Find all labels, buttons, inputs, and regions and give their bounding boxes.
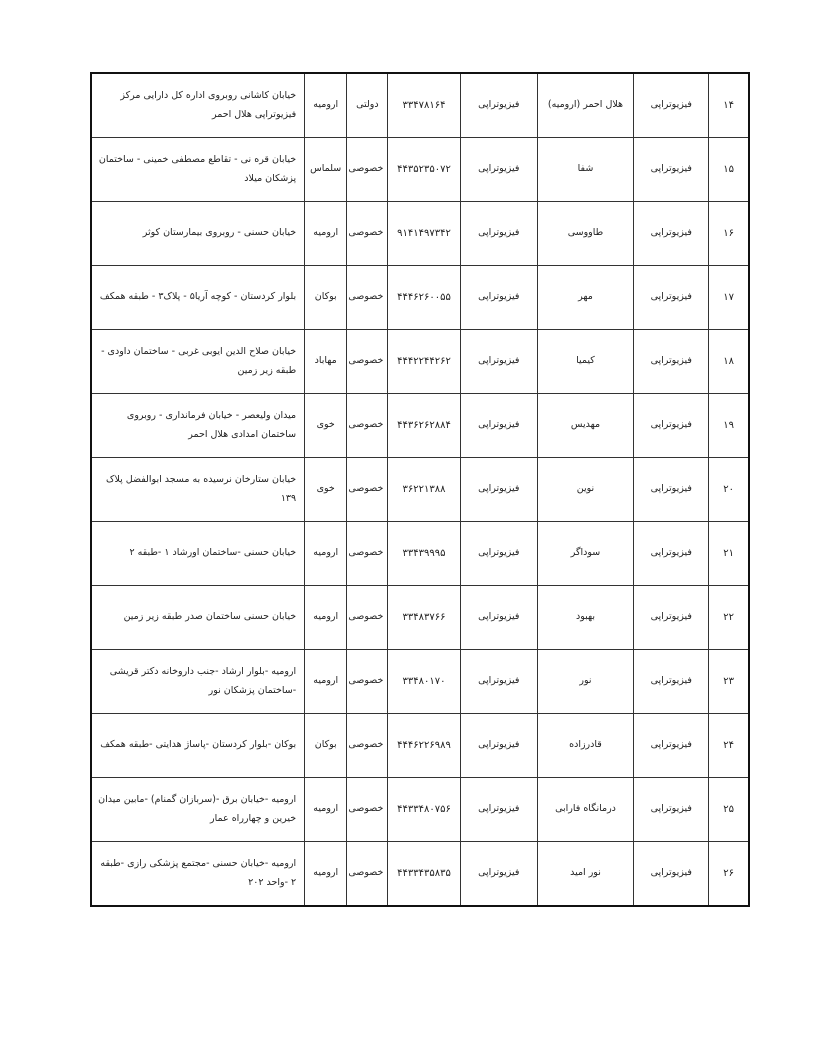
cell-city: سلماس	[305, 138, 347, 202]
cell-center-name: نوین	[537, 458, 633, 522]
cell-phone: ۳۳۴۸۳۷۶۶	[388, 586, 460, 650]
cell-row-number: ۱۶	[709, 202, 749, 266]
cell-row-number: ۲۱	[709, 522, 749, 586]
cell-phone: ۴۴۳۳۴۸۰۷۵۶	[388, 778, 460, 842]
table-row	[91, 842, 749, 907]
cell-row-number: ۲۲	[709, 586, 749, 650]
cell-center-name: بهبود	[537, 586, 633, 650]
cell-type: فیزیوتراپی	[634, 394, 709, 458]
cell-address: بوکان -بلوار کردستان -پاساژ هدایتی -طبقه همکف	[91, 714, 305, 778]
cell-address: خیابان حسنی ساختمان صدر طبقه زیر زمین	[91, 586, 305, 650]
cell-address: خیابان حسنی -ساختمان اورشاد ۱ -طبقه ۲	[91, 522, 305, 586]
cell-specialty: فیزیوتراپی	[460, 650, 537, 714]
cell-sector: خصوصی	[347, 714, 388, 778]
cell-center-name: هلال احمر (ارومیه)	[537, 73, 633, 138]
cell-specialty: فیزیوتراپی	[460, 394, 537, 458]
cell-city: خوی	[305, 458, 347, 522]
cell-city: بوکان	[305, 266, 347, 330]
cell-type: فیزیوتراپی	[634, 714, 709, 778]
cell-specialty: فیزیوتراپی	[460, 586, 537, 650]
cell-sector: خصوصی	[347, 138, 388, 202]
cell-center-name: نور امید	[537, 842, 633, 907]
cell-sector: خصوصی	[347, 458, 388, 522]
cell-city: ارومیه	[305, 586, 347, 650]
cell-type: فیزیوتراپی	[634, 330, 709, 394]
cell-specialty: فیزیوتراپی	[460, 522, 537, 586]
cell-row-number: ۲۶	[709, 842, 749, 907]
table-row	[91, 778, 749, 842]
cell-city: ارومیه	[305, 202, 347, 266]
cell-sector: خصوصی	[347, 202, 388, 266]
table-row	[91, 202, 749, 266]
table-row	[91, 266, 749, 330]
cell-center-name: طاووسی	[537, 202, 633, 266]
cell-sector: خصوصی	[347, 266, 388, 330]
cell-sector: دولتی	[347, 73, 388, 138]
cell-city: ارومیه	[305, 73, 347, 138]
cell-address: ارومیه -خیابان برق -(سربازان گمنام) -مابین میدان خیرین و چهارراه عمار	[91, 778, 305, 842]
cell-phone: ۴۴۳۳۴۳۵۸۳۵	[388, 842, 460, 907]
cell-row-number: ۱۸	[709, 330, 749, 394]
cell-center-name: سوداگر	[537, 522, 633, 586]
cell-city: بوکان	[305, 714, 347, 778]
cell-city: ارومیه	[305, 522, 347, 586]
cell-row-number: ۲۰	[709, 458, 749, 522]
cell-specialty: فیزیوتراپی	[460, 73, 537, 138]
cell-phone: ۴۴۳۶۲۶۲۸۸۴	[388, 394, 460, 458]
cell-row-number: ۲۵	[709, 778, 749, 842]
cell-center-name: نور	[537, 650, 633, 714]
cell-row-number: ۱۵	[709, 138, 749, 202]
cell-type: فیزیوتراپی	[634, 586, 709, 650]
cell-type: فیزیوتراپی	[634, 202, 709, 266]
cell-address: خیابان کاشانی روبروی اداره کل دارایی مرکز فیزیوتراپی هلال احمر	[91, 73, 305, 138]
cell-specialty: فیزیوتراپی	[460, 202, 537, 266]
cell-address: خیابان قره نی - تقاطع مصطفی خمینی - ساختمان پزشکان میلاد	[91, 138, 305, 202]
cell-row-number: ۲۴	[709, 714, 749, 778]
cell-sector: خصوصی	[347, 778, 388, 842]
cell-specialty: فیزیوتراپی	[460, 330, 537, 394]
cell-phone: ۴۴۴۶۲۶۰۰۵۵	[388, 266, 460, 330]
cell-phone: ۳۳۴۳۹۹۹۵	[388, 522, 460, 586]
cell-type: فیزیوتراپی	[634, 650, 709, 714]
cell-type: فیزیوتراپی	[634, 266, 709, 330]
cell-city: ارومیه	[305, 842, 347, 907]
cell-sector: خصوصی	[347, 842, 388, 907]
cell-center-name: شفا	[537, 138, 633, 202]
cell-address: میدان ولیعصر - خیابان فرمانداری - روبروی ساختمان امدادی هلال احمر	[91, 394, 305, 458]
cell-phone: ۴۴۴۶۲۲۶۹۸۹	[388, 714, 460, 778]
cell-center-name: مهدیس	[537, 394, 633, 458]
cell-type: فیزیوتراپی	[634, 138, 709, 202]
cell-specialty: فیزیوتراپی	[460, 266, 537, 330]
cell-sector: خصوصی	[347, 650, 388, 714]
cell-city: مهاباد	[305, 330, 347, 394]
cell-address: ارومیه -بلوار ارشاد -جنب داروخانه دکتر قریشی -ساختمان پزشکان نور	[91, 650, 305, 714]
cell-phone: ۳۳۴۸۰۱۷۰	[388, 650, 460, 714]
table-row	[91, 330, 749, 394]
cell-type: فیزیوتراپی	[634, 73, 709, 138]
cell-center-name: قادرزاده	[537, 714, 633, 778]
table-row	[91, 458, 749, 522]
cell-phone: ۴۴۴۲۲۴۴۲۶۲	[388, 330, 460, 394]
cell-row-number: ۲۳	[709, 650, 749, 714]
cell-specialty: فیزیوتراپی	[460, 714, 537, 778]
table-row	[91, 522, 749, 586]
cell-sector: خصوصی	[347, 522, 388, 586]
cell-phone: ۳۶۲۲۱۳۸۸	[388, 458, 460, 522]
cell-city: خوی	[305, 394, 347, 458]
cell-city: ارومیه	[305, 650, 347, 714]
cell-type: فیزیوتراپی	[634, 458, 709, 522]
cell-center-name: درمانگاه فارابی	[537, 778, 633, 842]
cell-sector: خصوصی	[347, 330, 388, 394]
cell-sector: خصوصی	[347, 586, 388, 650]
cell-center-name: مهر	[537, 266, 633, 330]
cell-address: خیابان حسنی - روبروی بیمارستان کوثر	[91, 202, 305, 266]
cell-address: خیابان ستارخان نرسیده به مسجد ابوالفضل پلاک ۱۳۹	[91, 458, 305, 522]
cell-specialty: فیزیوتراپی	[460, 842, 537, 907]
table-row	[91, 138, 749, 202]
cell-row-number: ۱۹	[709, 394, 749, 458]
cell-row-number: ۱۴	[709, 73, 749, 138]
cell-type: فیزیوتراپی	[634, 522, 709, 586]
cell-row-number: ۱۷	[709, 266, 749, 330]
cell-address: ارومیه -خیابان حسنی -مجتمع پزشکی رازی -طبقه ۲ -واحد ۲۰۲	[91, 842, 305, 907]
cell-specialty: فیزیوتراپی	[460, 458, 537, 522]
table-row	[91, 714, 749, 778]
cell-address: بلوار کردستان - کوچه آریا۵ - پلاک۳ - طبقه همکف	[91, 266, 305, 330]
cell-phone: ۹۱۴۱۴۹۷۳۴۲	[388, 202, 460, 266]
cell-type: فیزیوتراپی	[634, 842, 709, 907]
table-row	[91, 650, 749, 714]
cell-type: فیزیوتراپی	[634, 778, 709, 842]
cell-phone: ۳۳۴۷۸۱۶۴	[388, 73, 460, 138]
cell-sector: خصوصی	[347, 394, 388, 458]
cell-city: ارومیه	[305, 778, 347, 842]
cell-center-name: کیمیا	[537, 330, 633, 394]
clinic-table	[90, 72, 750, 907]
cell-specialty: فیزیوتراپی	[460, 138, 537, 202]
table-row	[91, 586, 749, 650]
cell-address: خیابان صلاح الدین ایوبی غربی - ساختمان داودی - طبقه زیر زمین	[91, 330, 305, 394]
table-body	[91, 73, 749, 906]
cell-specialty: فیزیوتراپی	[460, 778, 537, 842]
table-row	[91, 73, 749, 138]
table-row	[91, 394, 749, 458]
cell-phone: ۴۴۳۵۲۳۵۰۷۲	[388, 138, 460, 202]
